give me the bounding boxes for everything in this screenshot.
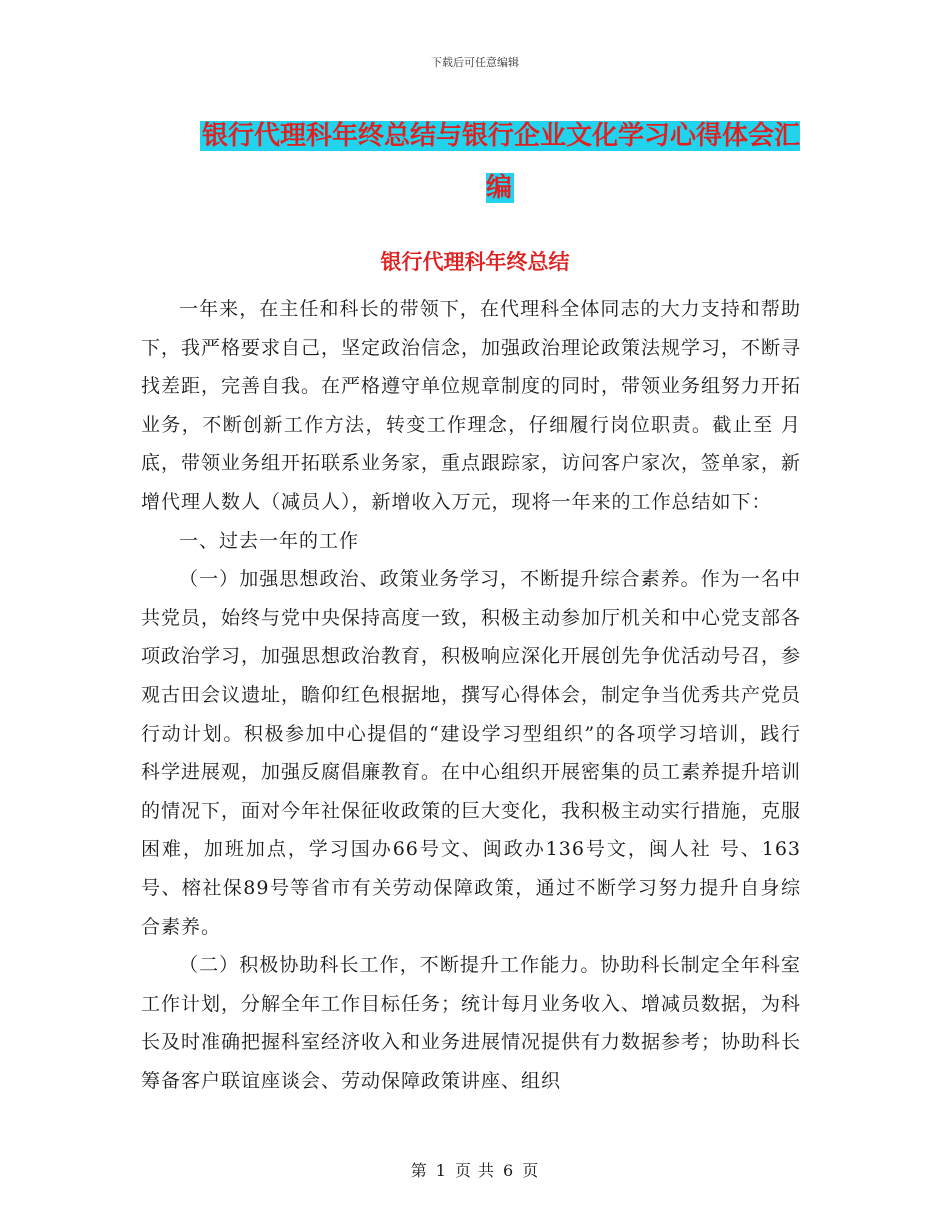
document-title-text: 银行代理科年终总结与银行企业文化学习心得体会汇编 (201, 121, 800, 203)
paragraph: （二）积极协助科长工作，不断提升工作能力。协助科长制定全年科室工作计划，分解全年工作目标任务；统计每月业务收入、增减员数据，为科长及时准确把握科室经济收入和业务进展情况提供有力数据参考；协助科长筹备客户联谊座谈会、劳动保障政策讲座、组织 (141, 954, 802, 1092)
document-title (190, 110, 810, 214)
paragraph: 一年来，在主任和科长的带领下，在代理科全体同志的大力支持和帮助下，我严格要求自己，坚定政治信念，加强政治理论政策法规学习，不断寻找差距，完善自我。在严格遵守单位规章制度的同时，带领业务组努力开拓业务，不断创新工作方法，转变工作理念，仔细履行岗位职责。截止至 月底，带领业务组开拓联系业务家，重点跟踪家，访问客户家次，签单家，新增代理人数人（减员人），新增收入万元，现将一年来的工作总结如下： (141, 298, 802, 513)
page-header: 下载后可任意编辑 (431, 56, 519, 69)
footer-suffix: 页 (522, 1161, 540, 1180)
footer-total-pages: 6 (503, 1161, 515, 1180)
paragraph: （一）加强思想政治、政策业务学习，不断提升综合素养。作为一名中共党员，始终与党中央保持高度一致，积极主动参加厅机关和中心党支部各项政治学习，加强思想政治教育，积极响应深化开展创先争优活动号召，参观古田会议遗址，瞻仰红色根据地，撰写心得体会，制定争当优秀共产党员行动计划。积极参加中心提倡的“建设学习型组织”的各项学习培训，践行科学进展观，加强反腐倡廉教育。在中心组织开展密集的员工素养提升培训的情况下，面对今年社保征收政策的巨大变化，我积极主动实行措施，克服困难，加班加点，学习国办66号文、闽政办136号文，闽人社 号、163号、榕社保89号等省市有关劳动保障政策，通过不断学习努力提升自身综合素养。 (141, 568, 802, 938)
footer-page-number: 1 (435, 1161, 447, 1180)
footer-prefix: 第 (410, 1161, 428, 1180)
section-title: 银行代理科年终总结 (380, 250, 570, 274)
body-text (141, 290, 801, 1100)
paragraph: 一、过去一年的工作 (179, 529, 360, 552)
page-footer (0, 1158, 950, 1181)
footer-mid: 页 共 (454, 1161, 496, 1180)
